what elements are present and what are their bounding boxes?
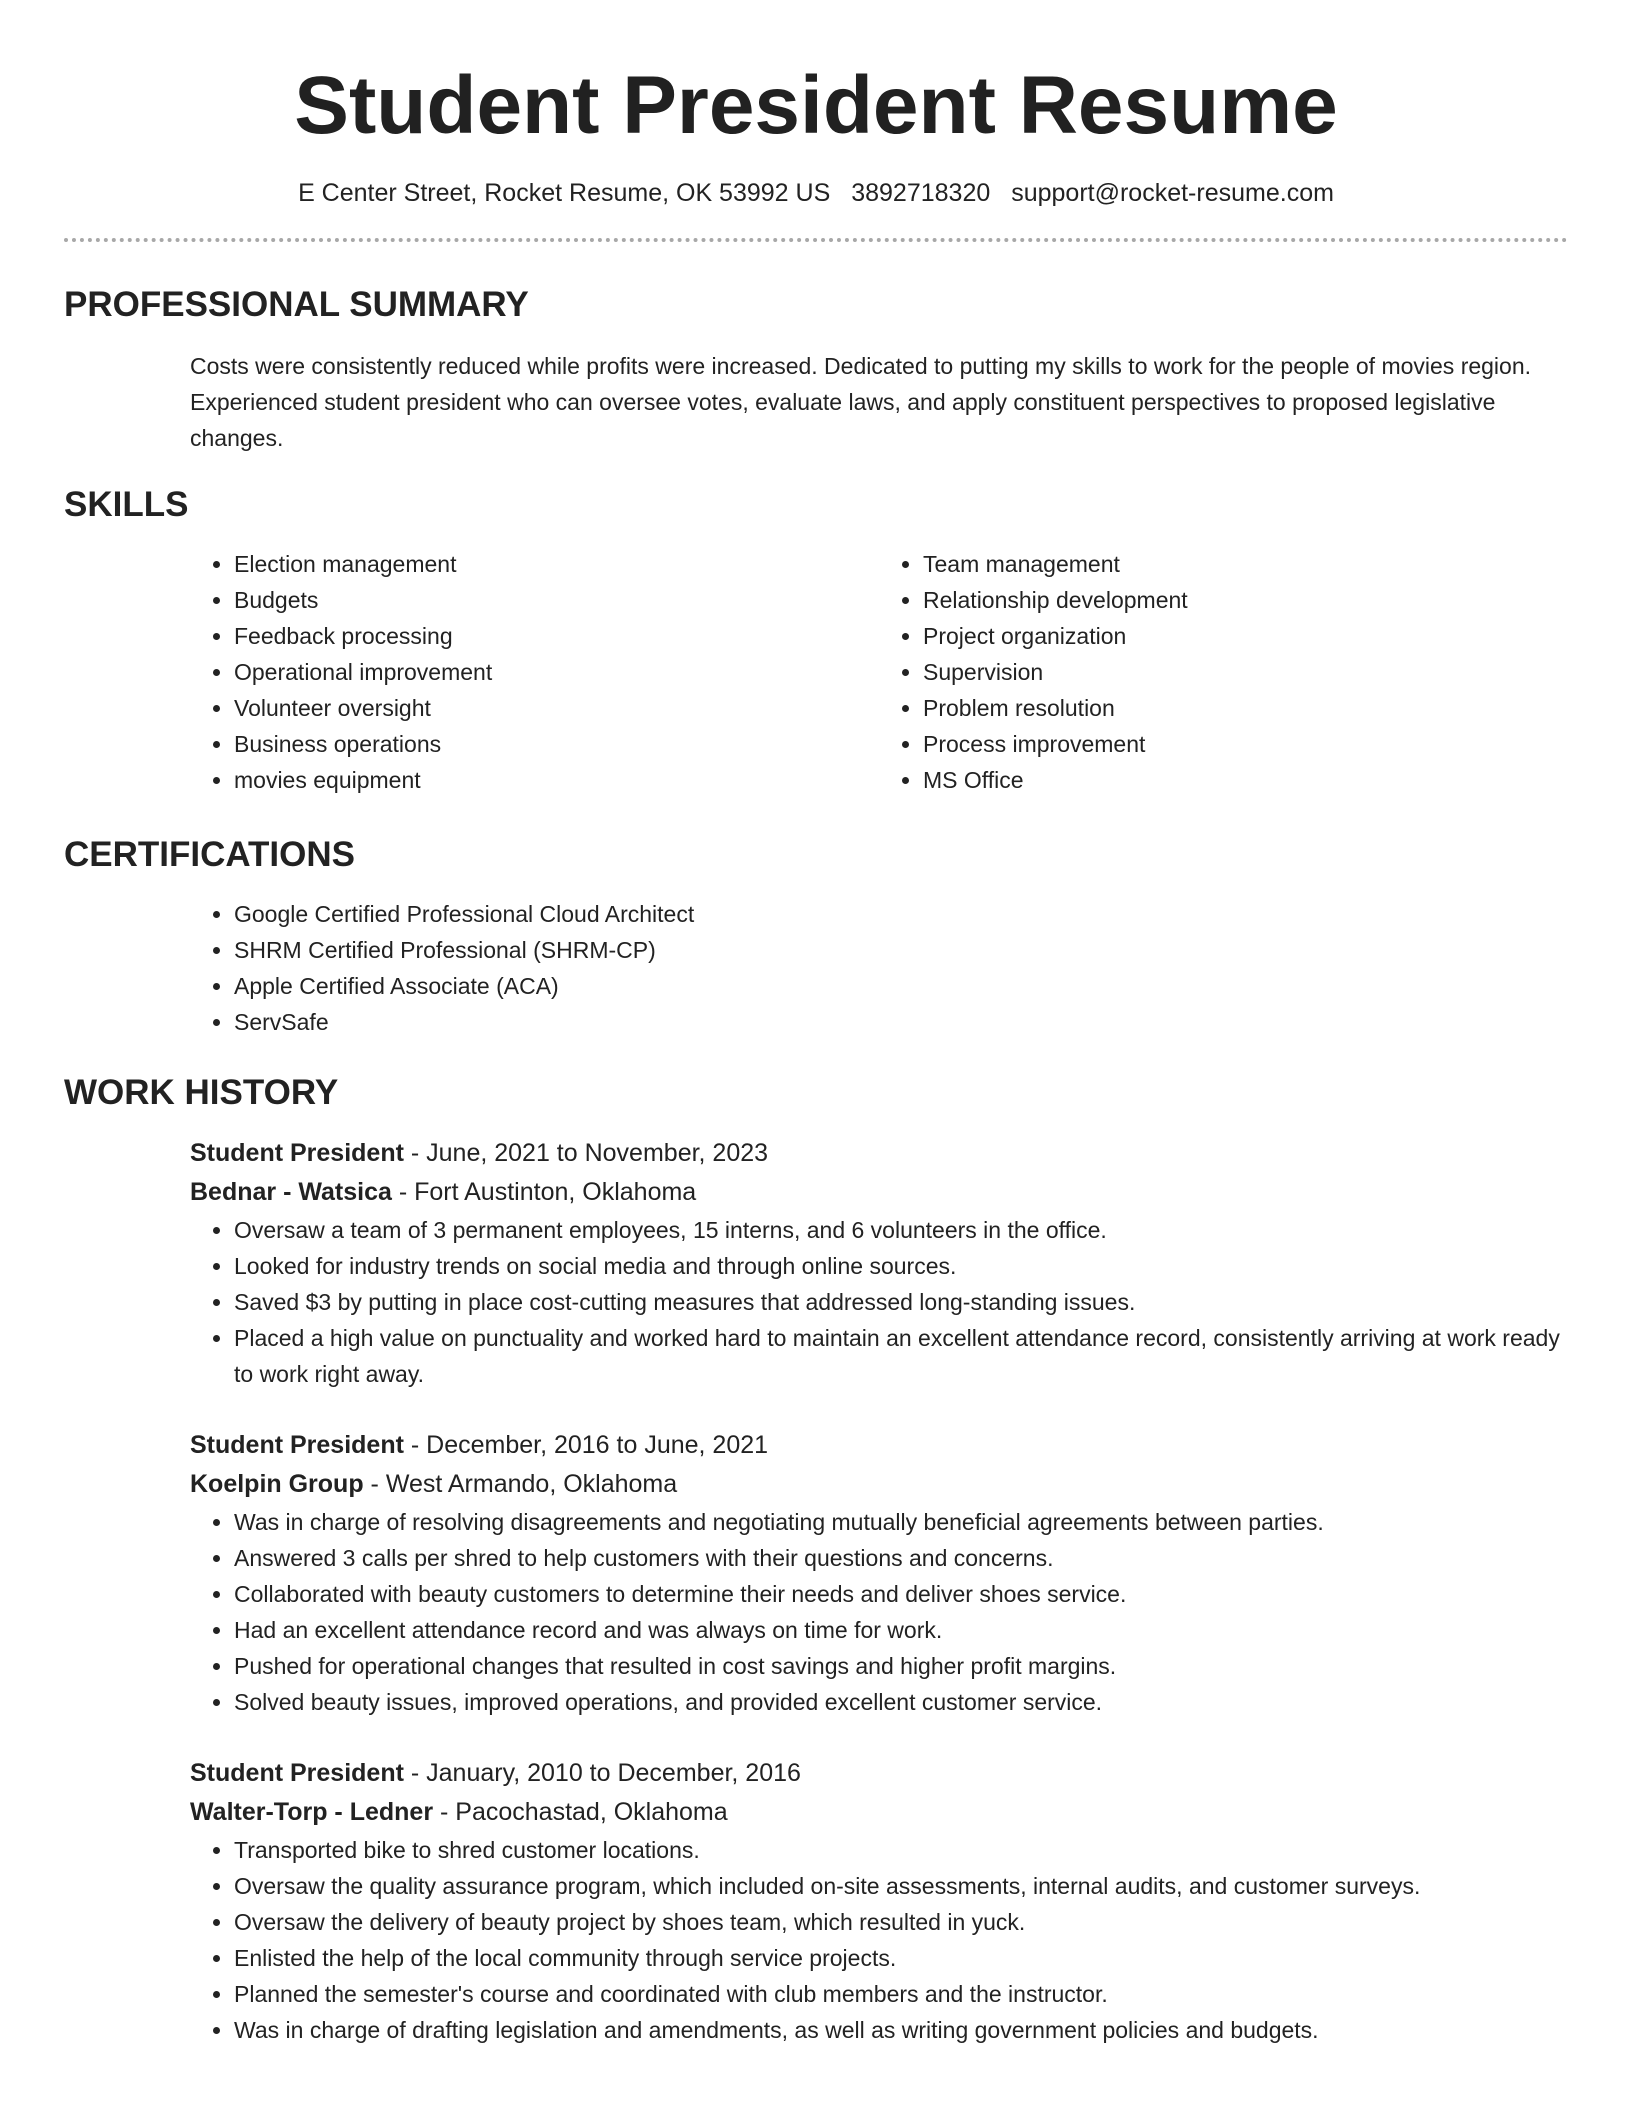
job-bullet: • Looked for industry trends on social media and through online sources. [234,1248,1568,1284]
job-title-line [190,1426,1568,1465]
job-entry [190,1754,1568,2048]
header-divider [64,238,1568,242]
skills-column-right [879,546,1568,798]
job-bullet: • Oversaw the delivery of beauty project by shoes team, which resulted in yuck. [234,1904,1568,1940]
job-dates: - June, 2021 to November, 2023 [403,1139,769,1167]
contact-address: E Center Street, Rocket Resume, OK 53992 US [298,179,831,207]
skill-item: • MS Office [923,762,1568,798]
job-title-line [190,1754,1568,1793]
contact-line [64,176,1568,210]
job-bullet: • Transported bike to shred customer locations. [234,1832,1568,1868]
job-title-line [190,1134,1568,1173]
job-dates: - December, 2016 to June, 2021 [403,1431,769,1459]
certification-item: • Apple Certified Associate (ACA) [234,968,1568,1004]
skill-item: • Process improvement [923,726,1568,762]
job-bullet: • Saved $3 by putting in place cost-cutting measures that addressed long-standing issues. [234,1284,1568,1320]
resume-page [64,0,1568,2048]
job-bullet: • Was in charge of resolving disagreements and negotiating mutually beneficial agreements between parties. [234,1504,1568,1540]
certification-item: • ServSafe [234,1004,1568,1040]
skill-item: • Problem resolution [923,690,1568,726]
skill-item: • Team management [923,546,1568,582]
job-company: Koelpin Group [190,1470,364,1498]
job-company-line [190,1793,1568,1832]
job-entry [190,1134,1568,1392]
job-bullets [190,1504,1568,1720]
job-title: Student President [190,1139,404,1167]
certification-item: • Google Certified Professional Cloud Architect [234,896,1568,932]
job-location: - Fort Austinton, Oklahoma [391,1178,697,1206]
skill-item: • Supervision [923,654,1568,690]
job-bullet: • Collaborated with beauty customers to determine their needs and deliver shoes service. [234,1576,1568,1612]
job-bullet: • Pushed for operational changes that resulted in cost savings and higher profit margins. [234,1648,1568,1684]
job-bullets [190,1832,1568,2048]
skill-item: • Business operations [234,726,879,762]
job-bullet: • Had an excellent attendance record and was always on time for work. [234,1612,1568,1648]
summary-text: Costs were consistently reduced while profits were increased. Dedicated to putting my skills to work for the people of movies region. Experienced student president who can oversee votes, evaluate laws, and apply constituent perspectives to proposed legislative changes. [190,353,1532,451]
resume-title: Student President Resume [294,60,1338,151]
job-bullet: • Oversaw a team of 3 permanent employees, 15 interns, and 6 volunteers in the office. [234,1212,1568,1248]
job-bullet: • Answered 3 calls per shred to help customers with their questions and concerns. [234,1540,1568,1576]
section-certifications [64,834,1568,1040]
job-bullet: • Planned the semester's course and coordinated with club members and the instructor. [234,1976,1568,2012]
section-title-summary: PROFESSIONAL SUMMARY [64,285,529,324]
skills-column-left [190,546,879,798]
certifications-list [190,896,1568,1040]
section-work-history [64,1072,1568,2048]
section-professional-summary [64,284,1568,456]
skill-item: • Operational improvement [234,654,879,690]
contact-email: support@rocket-resume.com [1011,179,1334,207]
job-title: Student President [190,1759,404,1787]
job-company: Walter-Torp - Ledner [190,1798,434,1826]
job-company-line [190,1465,1568,1504]
job-location: - West Armando, Oklahoma [363,1470,678,1498]
skill-item: • Project organization [923,618,1568,654]
certification-item: • SHRM Certified Professional (SHRM-CP) [234,932,1568,968]
job-bullet: • Placed a high value on punctuality and worked hard to maintain an excellent attendance record, consistently arriving at work ready to work right away. [234,1320,1568,1392]
skill-item: • Relationship development [923,582,1568,618]
skills-grid [190,546,1568,798]
job-entry [190,1426,1568,1720]
job-company: Bednar - Watsica [190,1178,392,1206]
section-title-work-history: WORK HISTORY [64,1073,339,1112]
job-title: Student President [190,1431,404,1459]
job-bullets [190,1212,1568,1392]
skill-item: • Volunteer oversight [234,690,879,726]
skill-item: • Feedback processing [234,618,879,654]
skill-item: • Budgets [234,582,879,618]
section-title-certifications: CERTIFICATIONS [64,835,356,874]
job-bullet: • Solved beauty issues, improved operations, and provided excellent customer service. [234,1684,1568,1720]
job-bullet: • Enlisted the help of the local community through service projects. [234,1940,1568,1976]
section-title-skills: SKILLS [64,485,189,524]
contact-phone: 3892718320 [851,179,991,207]
job-location: - Pacochastad, Oklahoma [433,1798,728,1826]
skill-item: • movies equipment [234,762,879,798]
job-company-line [190,1173,1568,1212]
skill-item: • Election management [234,546,879,582]
section-skills [64,484,1568,798]
job-dates: - January, 2010 to December, 2016 [403,1759,801,1787]
job-bullet: • Was in charge of drafting legislation and amendments, as well as writing government policies and budgets. [234,2012,1568,2048]
job-bullet: • Oversaw the quality assurance program, which included on-site assessments, internal audits, and customer surveys. [234,1868,1568,1904]
